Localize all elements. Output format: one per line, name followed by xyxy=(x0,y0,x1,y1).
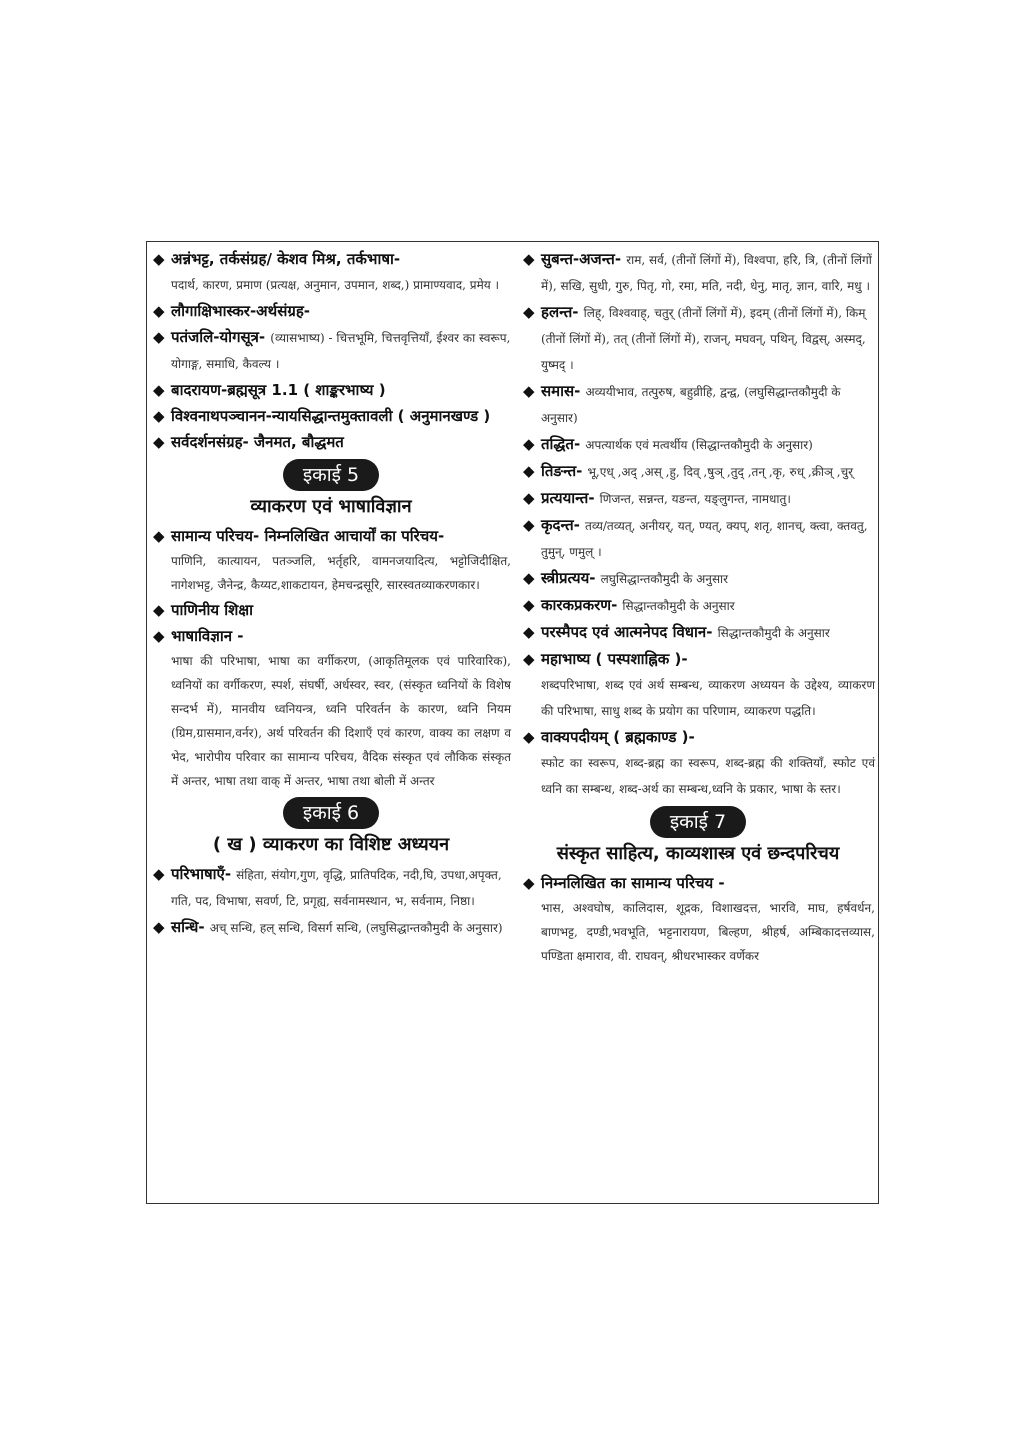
list-item xyxy=(521,619,875,646)
item-body: लिह्, विश्ववाह्, चतुर् (तीनों लिंगों में), इदम् (तीनों लिंगों में), किम् (तीनों लिंगों में), तत् (तीनों लिंगों में), राजन्, मघवन्, पथिन्, विद्वस्, अस्मद्, युष्मद् । xyxy=(541,306,866,372)
list-item xyxy=(521,485,875,512)
item-heading: अन्नंभट्ट, तर्कसंग्रह/ केशव मिश्र, तर्कभाषा- xyxy=(171,250,401,268)
unit-5-title: व्याकरण एवं भाषाविज्ञान xyxy=(250,496,412,517)
list-item xyxy=(151,861,511,914)
unit-6-title: ( ख ) व्याकरण का विशिष्ट अध्ययन xyxy=(212,834,450,855)
diamond-bullet-icon: ◆ xyxy=(153,601,165,619)
list-item xyxy=(151,246,511,298)
diamond-bullet-icon: ◆ xyxy=(523,435,535,453)
list-item xyxy=(521,512,875,565)
item-body: भाषा की परिभाषा, भाषा का वर्गीकरण, (आकृतिमूलक एवं पारिवारिक), ध्वनियों का वर्गीकरण, स्पर्श, संघर्षी, अर्धस्वर, स्वर, (संस्कृत ध्वनियों के विशेष सन्दर्भ में), मानवीय ध्वनियन्त्र, ध्वनि परिवर्तन के कारण, ध्वनि नियम (ग्रिम,ग्रासमान,वर्नर), अर्थ परिवर्तन की दिशाएँ एवं कारण, वाक्य का लक्षण व भेद, भारोपीय परिवार का सामान्य परिचय, वैदिक संस्कृत एवं लौकिक संस्कृत में अन्तर, भाषा तथा वाक् में अन्तर, भाषा तथा बोली में अन्तर xyxy=(171,654,511,788)
item-heading: हलन्त- xyxy=(541,303,579,321)
item-body: पदार्थ, कारण, प्रमाण (प्रत्यक्ष, अनुमान, उपमान, शब्द,) प्रामाण्यवाद, प्रमेय । xyxy=(171,278,500,292)
item-body: तव्य/तव्यत्, अनीयर्, यत्, ण्यत्, क्यप्, शतृ, शानच्, क्त्वा, क्तवतु, तुमुन्, णमुल् । xyxy=(541,519,868,559)
list-item xyxy=(521,299,875,378)
diamond-bullet-icon: ◆ xyxy=(523,516,535,534)
diamond-bullet-icon: ◆ xyxy=(153,328,165,346)
item-heading: प्रत्ययान्त- xyxy=(541,489,595,507)
syllabus-box xyxy=(146,241,879,1204)
item-heading: तद्धित- xyxy=(541,435,581,453)
diamond-bullet-icon: ◆ xyxy=(153,302,165,320)
list-item xyxy=(521,378,875,431)
diamond-bullet-icon: ◆ xyxy=(523,874,535,892)
diamond-bullet-icon: ◆ xyxy=(523,462,535,480)
unit-7-badge-wrap xyxy=(521,806,875,838)
item-body: संहिता, संयोग,गुण, वृद्धि, प्रातिपदिक, नदी,घि, उपधा,अपृक्त, गति, पद, विभाषा, सवर्ण, टि, प्रगृह्य, सर्वनामस्थान, भ, सर्वनाम, निष्ठा। xyxy=(171,868,502,908)
diamond-bullet-icon: ◆ xyxy=(523,569,535,587)
list-item xyxy=(151,597,511,623)
list-item xyxy=(521,592,875,619)
item-heading: महाभाष्य ( पस्पशाह्निक )- xyxy=(541,650,688,668)
item-body: स्फोट का स्वरूप, शब्द-ब्रह्म का स्वरूप, शब्द-ब्रह्म की शक्तियाँ, स्फोट एवं ध्वनि का सम्बन्ध, शब्द-अर्थ का सम्बन्ध,ध्वनि के प्रकार, भाषा के स्तर। xyxy=(541,756,875,796)
diamond-bullet-icon: ◆ xyxy=(153,433,165,451)
diamond-bullet-icon: ◆ xyxy=(523,650,535,668)
item-body: भू,एध् ,अद् ,अस् ,हु, दिव् ,षुञ् ,तुद् ,तन् ,कृ, रुध् ,क्रीञ् ,चुर् xyxy=(587,465,854,479)
diamond-bullet-icon: ◆ xyxy=(153,250,165,268)
unit-6-badge: इकाई 6 xyxy=(283,797,379,829)
list-item xyxy=(151,298,511,324)
item-heading: स्त्रीप्रत्यय- xyxy=(541,569,596,587)
diamond-bullet-icon: ◆ xyxy=(153,627,165,645)
list-item xyxy=(151,523,511,597)
item-heading: वाक्यपदीयम् ( ब्रह्मकाण्ड )- xyxy=(541,728,695,746)
item-body: राम, सर्व, (तीनों लिंगों में), विश्वपा, हरि, त्रि, (तीनों लिंगों में), सखि, सुधी, गुरु, पितृ, गो, रमा, मति, नदी, धेनु, मातृ, ज्ञान, वारि, मधु । xyxy=(541,253,872,293)
list-item xyxy=(151,623,511,793)
list-item xyxy=(521,431,875,458)
item-body: लघुसिद्धान्तकौमुदी के अनुसार xyxy=(600,572,729,586)
diamond-bullet-icon: ◆ xyxy=(153,527,165,545)
list-item xyxy=(521,458,875,485)
item-heading: समास- xyxy=(541,382,581,400)
diamond-bullet-icon: ◆ xyxy=(153,407,165,425)
diamond-bullet-icon: ◆ xyxy=(523,489,535,507)
list-item xyxy=(151,914,511,941)
list-item xyxy=(151,324,511,377)
diamond-bullet-icon: ◆ xyxy=(523,596,535,614)
unit-7-badge: इकाई 7 xyxy=(650,806,746,838)
item-heading: सामान्य परिचय- निम्नलिखित आचार्यों का परिचय- xyxy=(171,527,445,545)
item-heading: निम्नलिखित का सामान्य परिचय - xyxy=(541,874,725,892)
item-heading: भाषाविज्ञान - xyxy=(171,627,244,645)
item-heading: तिङन्त- xyxy=(541,462,583,480)
item-body: पाणिनि, कात्यायन, पतञ्जलि, भर्तृहरि, वामनजयादित्य, भट्टोजिदीक्षित, नागेशभट्ट, जैनेन्द्र, कैय्यट,शाकटायन, हेमचन्द्रसूरि, सारस्वतव्याकरणकार। xyxy=(171,554,511,592)
list-item xyxy=(151,403,511,429)
list-item xyxy=(151,429,511,455)
item-body: (व्यासभाष्य) - चित्तभूमि, चित्तवृत्तियाँ, ईश्वर का स्वरूप, योगाङ्ग, समाधि, कैवल्य । xyxy=(171,331,511,371)
unit-7-title: संस्कृत साहित्य, काव्यशास्त्र एवं छन्दपरिचय xyxy=(556,843,840,864)
left-column xyxy=(151,246,511,941)
item-body: सिद्धान्तकौमुदी के अनुसार xyxy=(622,599,735,613)
item-body: अपत्यार्थक एवं मत्वर्थीय (सिद्धान्तकौमुदी के अनुसार) xyxy=(585,438,813,452)
diamond-bullet-icon: ◆ xyxy=(523,250,535,268)
item-body: भास, अश्वघोष, कालिदास, शूद्रक, विशाखदत्त, भारवि, माघ, हर्षवर्धन, बाणभट्ट, दण्डी,भवभूति, भट्टनारायण, बिल्हण, श्रीहर्ष, अम्बिकादत्तव्यास, पण्डिता क्षमाराव, वी. राघवन्, श्रीधरभास्कर वर्णेकर xyxy=(541,901,875,963)
unit-6-badge-wrap xyxy=(151,797,511,829)
item-heading: परिभाषाएँ- xyxy=(171,865,232,883)
list-item xyxy=(521,870,875,968)
list-item xyxy=(521,724,875,802)
item-heading: बादरायण-ब्रह्मसूत्र 1.1 ( शाङ्करभाष्य ) xyxy=(171,381,386,399)
item-body: शब्दपरिभाषा, शब्द एवं अर्थ सम्बन्ध, व्याकरण अध्ययन के उद्देश्य, व्याकरण की परिभाषा, साधु शब्द के प्रयोग का परिणाम, व्याकरण पद्धति। xyxy=(541,678,875,718)
item-body: णिजन्त, सन्नन्त, यङन्त, यङ्लुगन्त, नामधातु। xyxy=(599,492,791,506)
list-item xyxy=(521,246,875,299)
item-heading: लौगाक्षिभास्कर-अर्थसंग्रह- xyxy=(171,302,311,320)
list-item xyxy=(521,646,875,724)
item-heading: कारकप्रकरण- xyxy=(541,596,618,614)
item-heading: पाणिनीय शिक्षा xyxy=(171,601,253,619)
item-heading: सन्धि- xyxy=(171,918,205,936)
diamond-bullet-icon: ◆ xyxy=(153,381,165,399)
item-heading: परस्मैपद एवं आत्मनेपद विधान- xyxy=(541,623,713,641)
right-column xyxy=(521,246,875,968)
diamond-bullet-icon: ◆ xyxy=(523,303,535,321)
list-item xyxy=(521,565,875,592)
item-heading: पतंजलि-योगसूत्र- xyxy=(171,328,266,346)
diamond-bullet-icon: ◆ xyxy=(523,728,535,746)
item-body: अव्ययीभाव, तत्पुरुष, बहुव्रीहि, द्वन्द्व, (लघुसिद्धान्तकौमुदी के अनुसार) xyxy=(541,385,841,425)
item-body: सिद्धान्तकौमुदी के अनुसार xyxy=(717,626,830,640)
list-item xyxy=(151,377,511,403)
unit-5-badge-wrap xyxy=(151,459,511,491)
item-heading: विश्वनाथपञ्चानन-न्यायसिद्धान्तमुक्तावली ( अनुमानखण्ड ) xyxy=(171,407,491,425)
item-heading: सर्वदर्शनसंग्रह- जैनमत, बौद्धमत xyxy=(171,433,344,451)
unit-5-badge: इकाई 5 xyxy=(283,459,379,491)
diamond-bullet-icon: ◆ xyxy=(153,918,165,936)
item-heading: कृदन्त- xyxy=(541,516,580,534)
item-heading: सुबन्त-अजन्त- xyxy=(541,250,622,268)
diamond-bullet-icon: ◆ xyxy=(523,623,535,641)
diamond-bullet-icon: ◆ xyxy=(153,865,165,883)
item-body: अच् सन्धि, हल् सन्धि, विसर्ग सन्धि, (लघुसिद्धान्तकौमुदी के अनुसार) xyxy=(209,921,503,935)
diamond-bullet-icon: ◆ xyxy=(523,382,535,400)
